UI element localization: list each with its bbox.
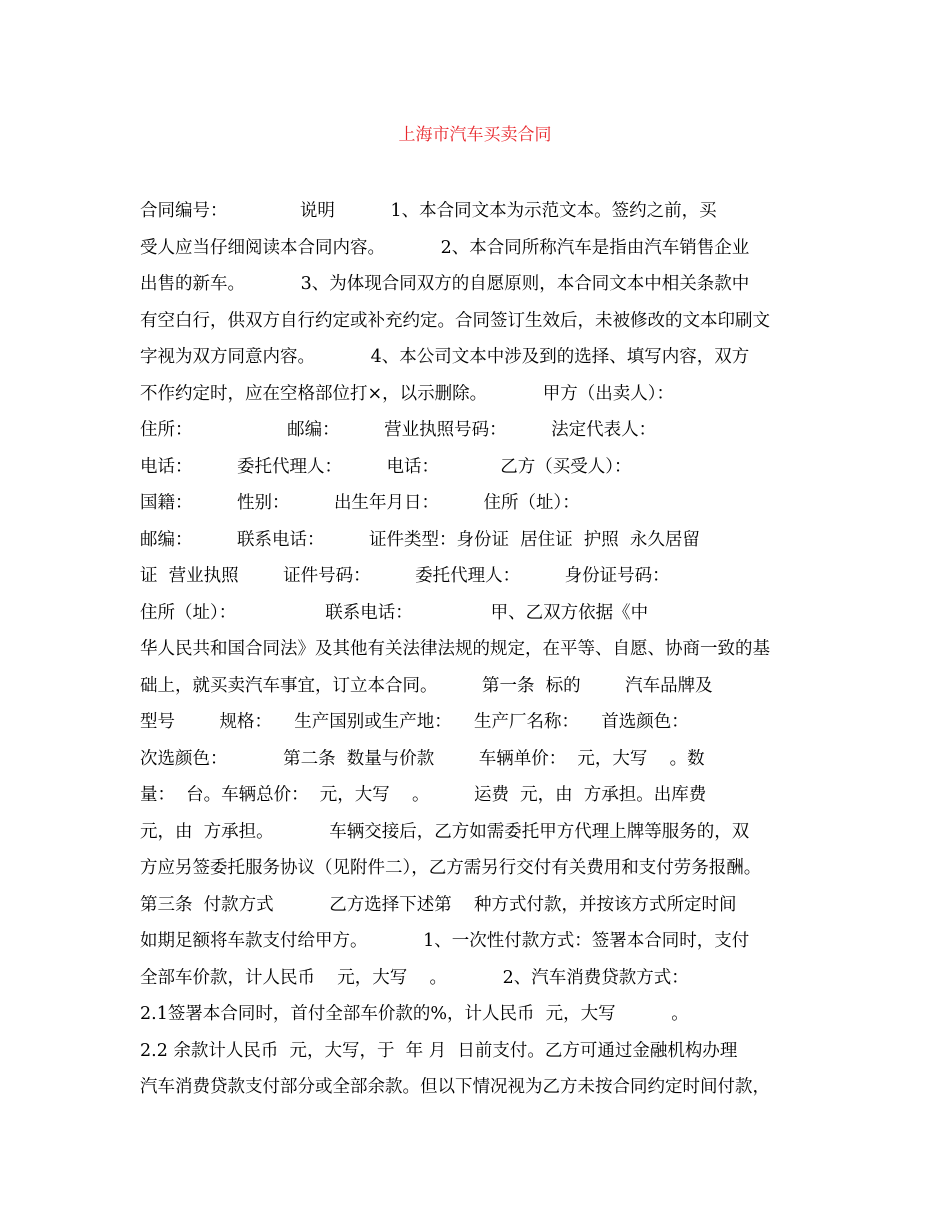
contract-line: 住所（址）： 联系电话： 甲、乙双方依据《中 (140, 602, 649, 623)
contract-body (140, 193, 810, 1106)
contract-line: 方应另签委托服务协议（见附件二），乙方需另行交付有关费用和支付劳务报酬。 (140, 858, 762, 878)
contract-line: 证 营业执照 证件号码： 委托代理人： 身份证号码： (140, 566, 670, 586)
contract-line: 合同编号： 说明 1、本合同文本为示范文本。签约之前，买 (140, 201, 717, 221)
contract-line: 2.1签署本合同时，首付全部车价款的%，计人民币 元，大写 。 (140, 1004, 689, 1024)
contract-line: 电话： 委托代理人： 电话： 乙方（买受人）： (140, 456, 632, 477)
contract-line: 华人民共和国合同法》及其他有关法律法规的规定，在平等、自愿、协商一致的基 (140, 639, 770, 659)
contract-line: 如期足额将车款支付给甲方。 1、一次性付款方式：签署本合同时，支付 (140, 931, 750, 951)
contract-line: 础上，就买卖汽车事宜，订立本合同。 第一条 标的 汽车品牌及 (140, 675, 713, 696)
contract-line: 住所： 邮编： 营业执照号码： 法定代表人： (140, 420, 657, 440)
contract-line: 邮编： 联系电话： 证件类型：身份证 居住证 护照 永久居留 (140, 529, 700, 550)
contract-line: 全部车价款，计人民币 元，大写 。 2、汽车消费贷款方式： (140, 967, 689, 988)
contract-line: 国籍： 性别： 出生年月日： 住所（址）： (140, 493, 580, 513)
contract-line: 第三条 付款方式 乙方选择下述第 种方式付款，并按该方式所定时间 (140, 894, 737, 915)
contract-line: 型号 规格： 生产国别或生产地： 生产厂名称： 首选颜色： (140, 712, 689, 732)
contract-line: 汽车消费贷款支付部分或全部余款。但以下情况视为乙方未按合同约定时间付款， (140, 1077, 770, 1097)
contract-line: 出售的新车。 3、为体现合同双方的自愿原则，本合同文本中相关条款中 (140, 274, 750, 294)
contract-line: 量： 台。车辆总价： 元，大写 。 运费 元，由 方承担。出库费 (140, 785, 707, 805)
contract-line: 不作约定时，应在空格部位打×，以示删除。 甲方（出卖人）： (140, 383, 675, 404)
contract-line: 字视为双方同意内容。 4、本公司文本中涉及到的选择、填写内容，双方 (140, 347, 750, 367)
contract-line: 次选颜色： 第二条 数量与价款 车辆单价： 元，大写 。数 (140, 748, 705, 769)
document-title: 上海市汽车买卖合同 (398, 125, 552, 145)
contract-line: 元，由 方承担。 车辆交接后，乙方如需委托甲方代理上牌等服务的，双 (140, 821, 750, 842)
contract-line: 2.2 余款计人民币 元，大写，于 年 月 日前支付。乙方可通过金融机构办理 (140, 1040, 738, 1061)
contract-line: 受人应当仔细阅读本合同内容。 2、本合同所称汽车是指由汽车销售企业 (140, 237, 750, 258)
contract-line: 有空白行，供双方自行约定或补充约定。合同签订生效后，未被修改的文本印刷文 (140, 310, 770, 331)
